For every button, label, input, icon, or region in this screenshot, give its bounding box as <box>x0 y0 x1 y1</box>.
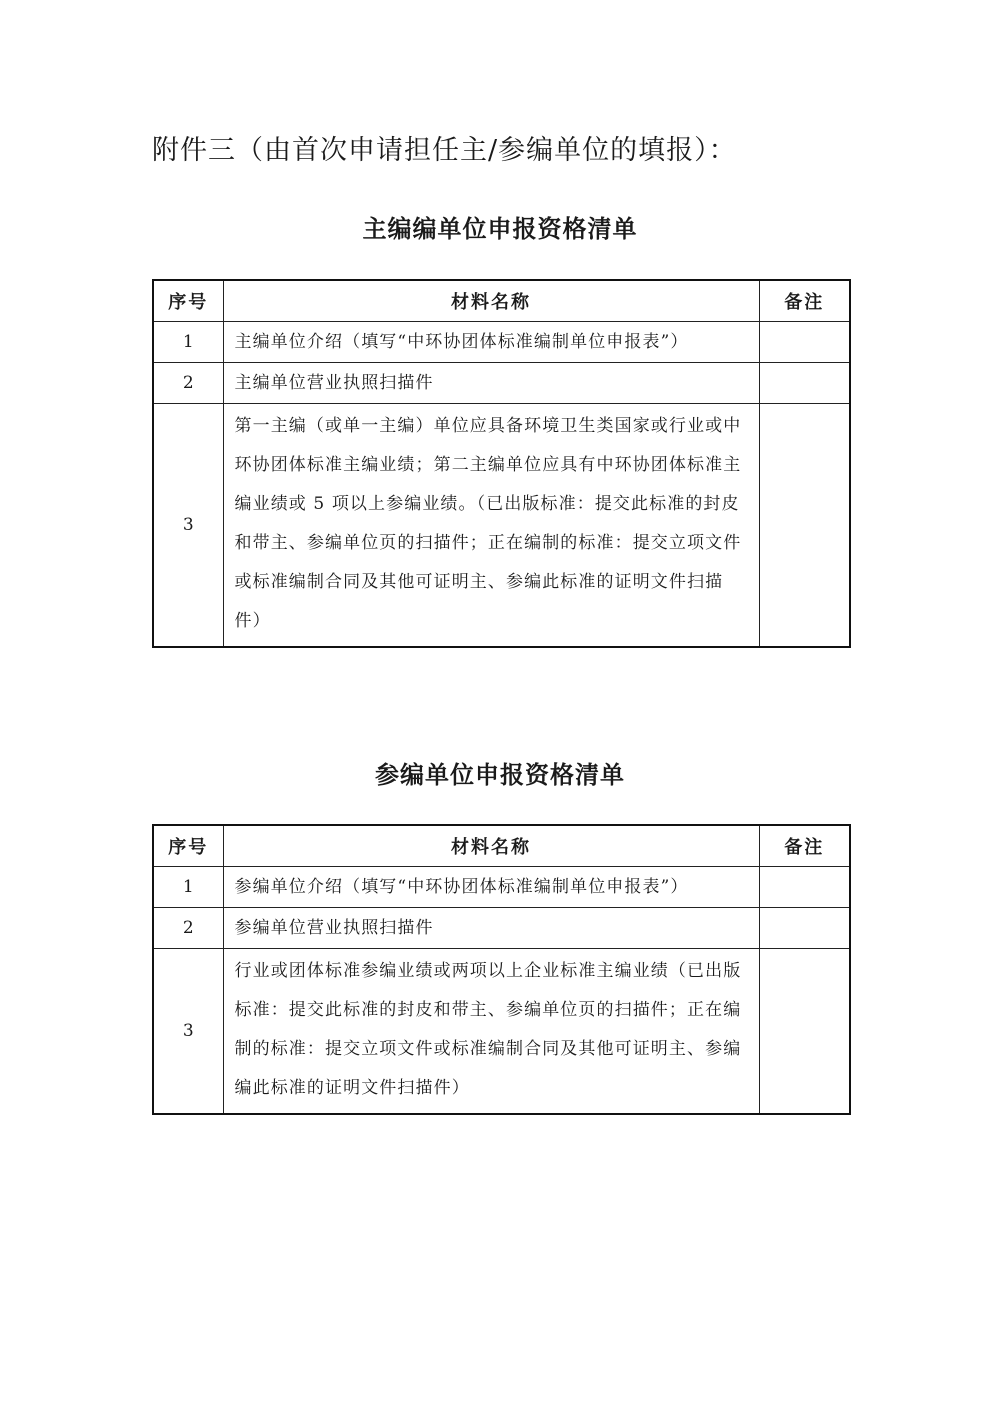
table-header-row <box>153 825 850 867</box>
table-row <box>153 867 850 908</box>
row-remarks <box>759 867 850 908</box>
row-number: 2 <box>153 363 223 404</box>
row-remarks <box>759 404 850 648</box>
row-number: 2 <box>153 908 223 949</box>
table-title: 主编编单位申报资格清单 <box>362 215 638 243</box>
col-header-number: 序号 <box>153 825 223 867</box>
row-material-name: 参编单位营业执照扫描件 <box>223 908 759 949</box>
col-header-remarks: 备注 <box>759 825 850 867</box>
row-material-name: 行业或团体标准参编业绩或两项以上企业标准主编业绩（已出版标准：提交此标准的封皮和带主、参编单位页的扫描件；正在编制的标准：提交立项文件或标准编制合同及其他可证明主、参编编此标准的证明文件扫描件） <box>223 949 759 1115</box>
table-row <box>153 404 850 648</box>
table-row <box>153 363 850 404</box>
row-remarks <box>759 949 850 1115</box>
row-remarks <box>759 363 850 404</box>
row-remarks <box>759 322 850 363</box>
table-row <box>153 949 850 1115</box>
row-material-name: 主编单位介绍（填写“中环协团体标准编制单位申报表”） <box>223 322 759 363</box>
row-material-name: 参编单位介绍（填写“中环协团体标准编制单位申报表”） <box>223 867 759 908</box>
qualification-table-chief-editor <box>152 279 851 648</box>
col-header-number: 序号 <box>153 280 223 322</box>
qualification-table-participating-editor <box>152 824 851 1115</box>
row-number: 1 <box>153 867 223 908</box>
col-header-material-name: 材料名称 <box>223 280 759 322</box>
attachment-heading: 附件三（由首次申请担任主/参编单位的填报）： <box>152 135 737 166</box>
row-material-name: 主编单位营业执照扫描件 <box>223 363 759 404</box>
table-header-row <box>153 280 850 322</box>
col-header-remarks: 备注 <box>759 280 850 322</box>
table-title: 参编单位申报资格清单 <box>375 761 625 789</box>
row-remarks <box>759 908 850 949</box>
row-number: 1 <box>153 322 223 363</box>
table-row <box>153 322 850 363</box>
row-number: 3 <box>153 404 223 648</box>
col-header-material-name: 材料名称 <box>223 825 759 867</box>
table-row <box>153 908 850 949</box>
row-material-name: 第一主编（或单一主编）单位应具备环境卫生类国家或行业或中环协团体标准主编业绩；第二主编单位应具有中环协团体标准主编业绩或 5 项以上参编业绩。（已出版标准：提交此标准的封皮和带主、参编单位页的扫描件；正在编制的标准：提交立项文件或标准编制合同及其他可证明主、参编此标准的证明文件扫描件） <box>223 404 759 648</box>
row-number: 3 <box>153 949 223 1115</box>
